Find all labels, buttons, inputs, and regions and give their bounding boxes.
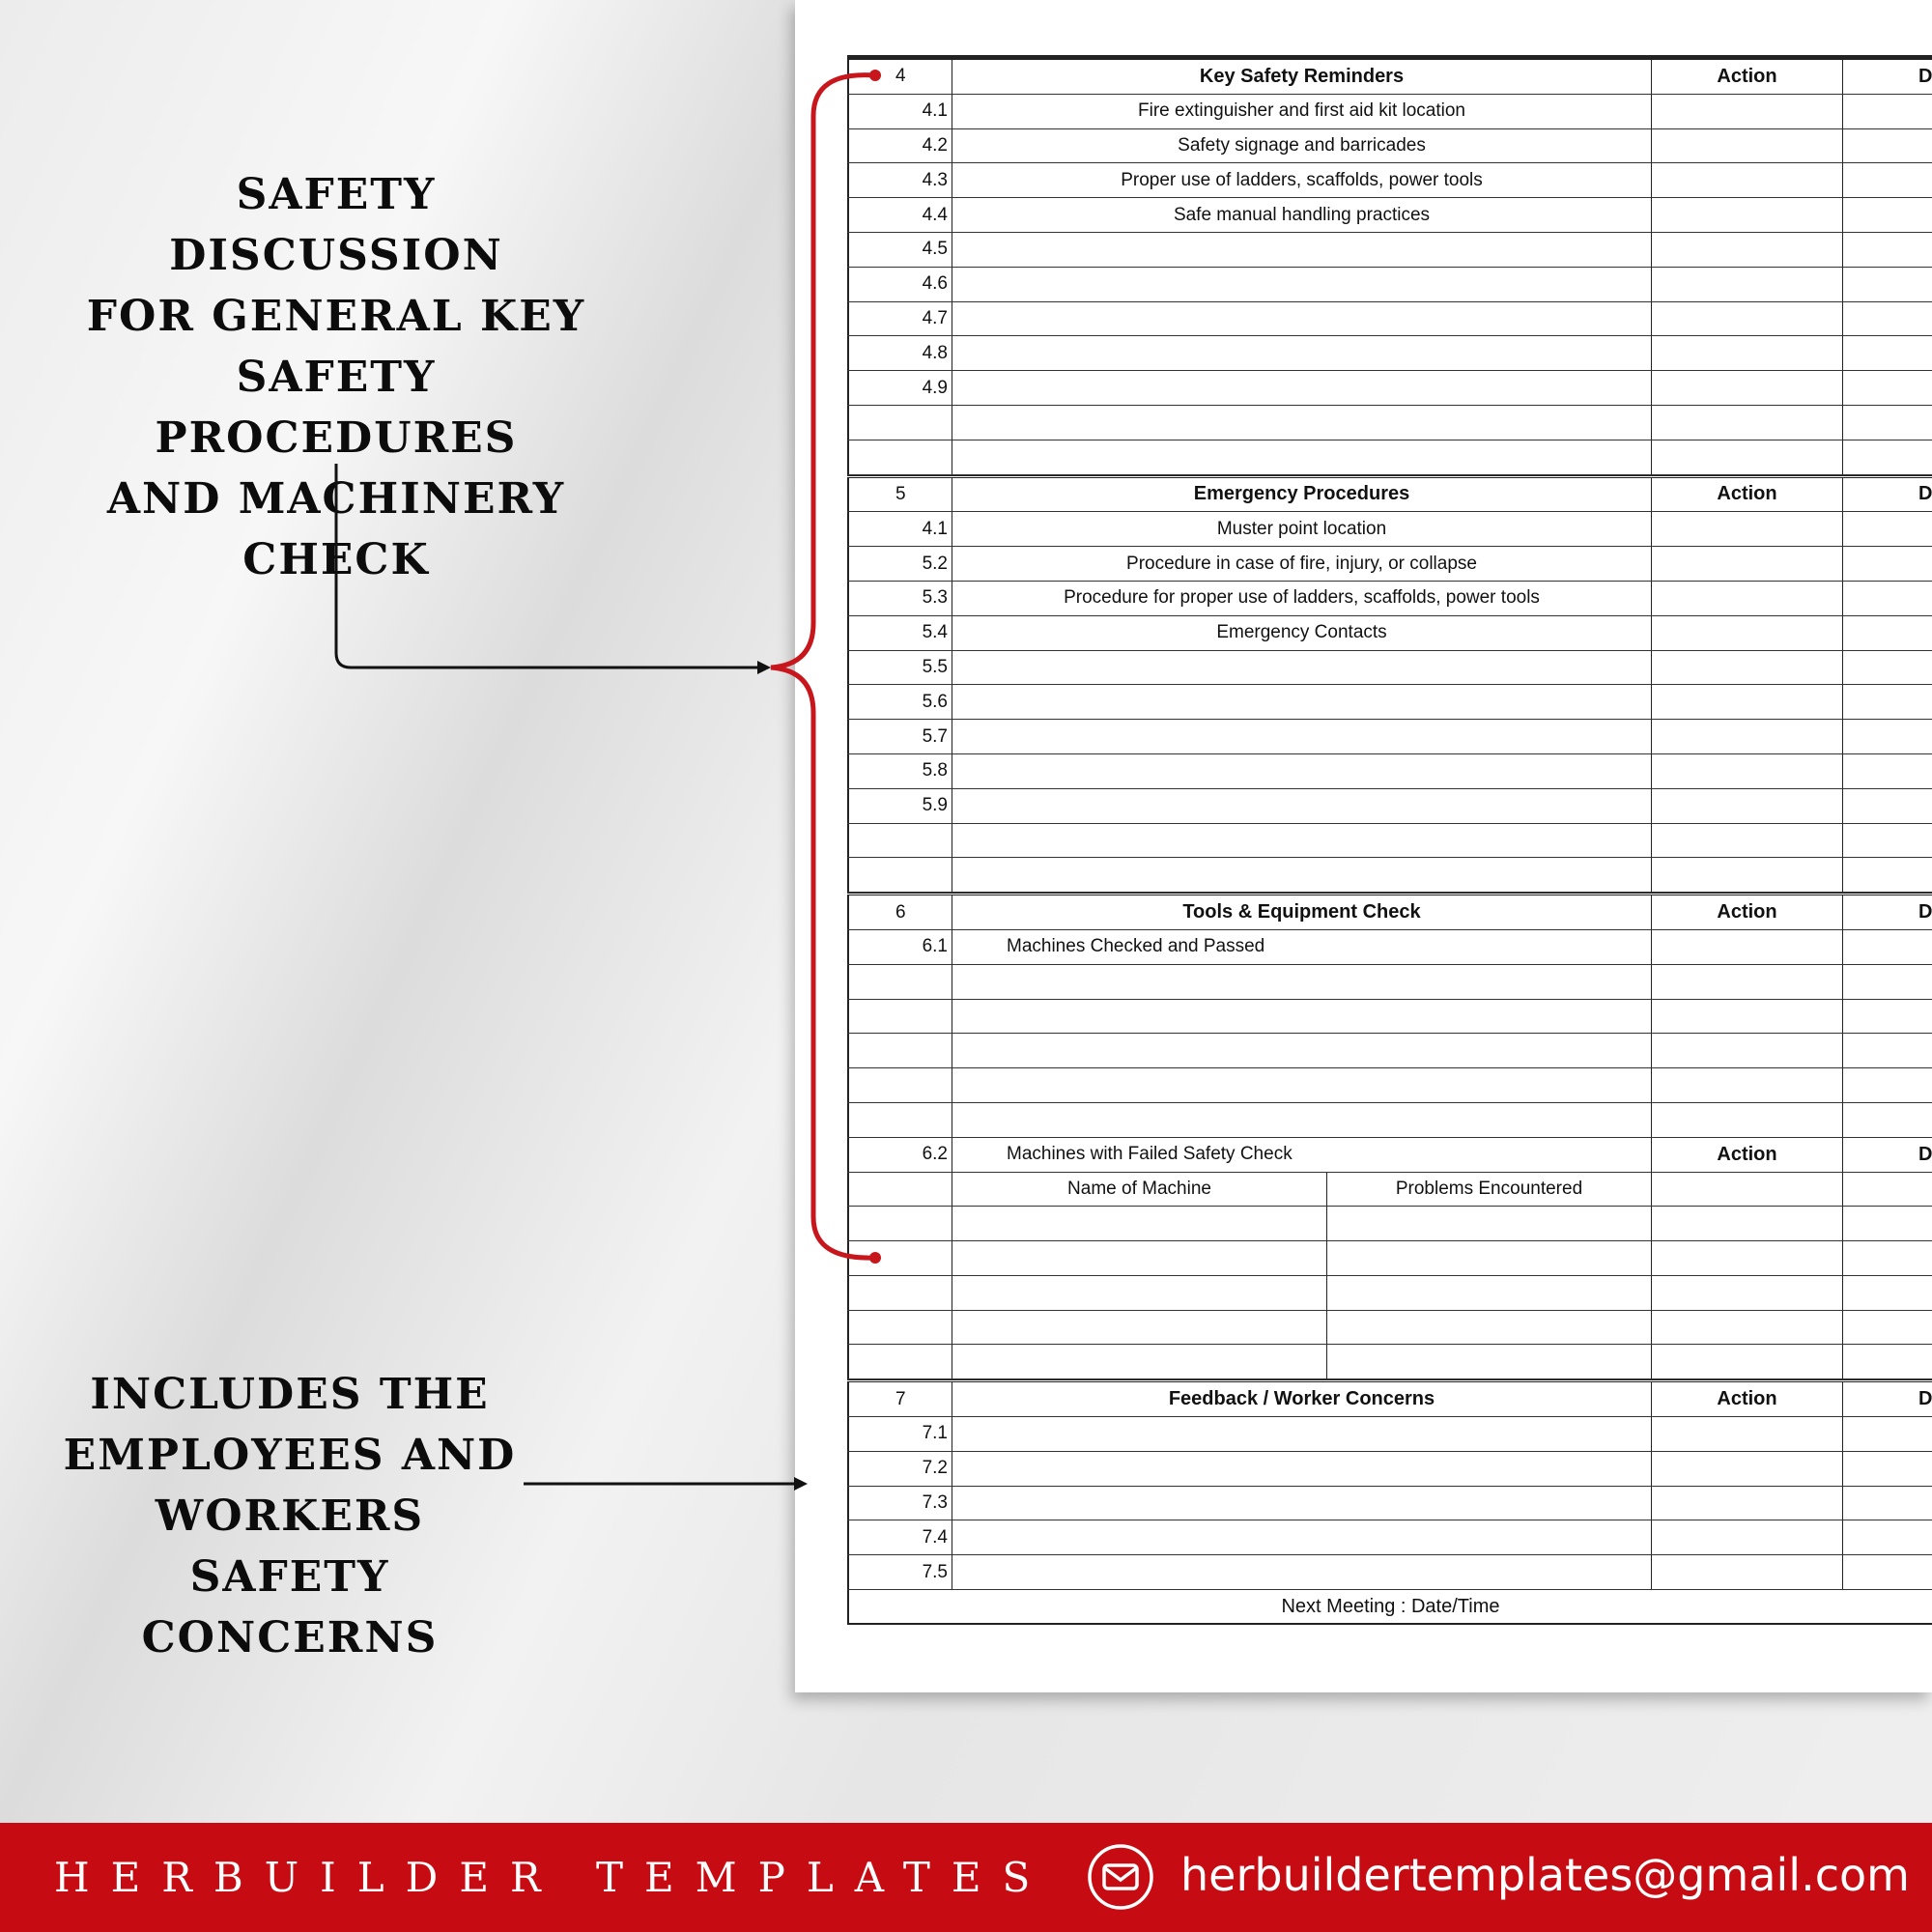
item-description: Machines with Failed Safety Check xyxy=(952,1138,1652,1172)
contact-email[interactable]: herbuildertemplates@gmail.com xyxy=(1180,1849,1910,1901)
brand-name: HERBUILDER TEMPLATES xyxy=(54,1854,1052,1901)
item-number: 4.2 xyxy=(847,129,952,163)
date-header: D xyxy=(1918,1143,1932,1165)
bracket-dot-top xyxy=(869,70,881,81)
item-number: 4.1 xyxy=(847,512,952,546)
arrowhead-top xyxy=(757,661,771,674)
action-header: Action xyxy=(1652,895,1843,929)
item-description: Proper use of ladders, scaffolds, power tools xyxy=(952,163,1652,197)
date-header: D xyxy=(1918,1388,1932,1410)
date-header: D xyxy=(1918,901,1932,923)
annotation-line: FOR GENERAL KEY xyxy=(86,292,586,341)
annotation-line: EMPLOYEES AND xyxy=(63,1431,517,1480)
item-number: 5.5 xyxy=(847,651,952,685)
item-number: 4.4 xyxy=(847,198,952,232)
date-header: D xyxy=(1918,65,1932,87)
item-number: 5.4 xyxy=(847,616,952,650)
annotation-line: SAFETY DISCUSSION xyxy=(169,170,503,280)
item-number: 4.5 xyxy=(847,233,952,267)
item-number: 7.4 xyxy=(847,1520,952,1554)
item-number: 5.6 xyxy=(847,685,952,719)
item-number: 5.9 xyxy=(847,789,952,823)
annotation-line: CONCERNS xyxy=(141,1613,439,1662)
annotation-line: SAFETY PROCEDURES xyxy=(155,353,518,463)
section-title: Key Safety Reminders xyxy=(952,60,1652,94)
section-number: 5 xyxy=(847,478,952,512)
arrowhead-bottom xyxy=(794,1477,808,1491)
item-number: 4.6 xyxy=(847,268,952,301)
item-number: 5.7 xyxy=(847,720,952,753)
item-description: Procedure for proper use of ladders, scaffolds, power tools xyxy=(952,582,1652,615)
item-number: 4.8 xyxy=(847,336,952,370)
action-header: Action xyxy=(1652,1382,1843,1416)
red-bracket xyxy=(771,75,874,1258)
item-number: 6.2 xyxy=(847,1138,952,1172)
annotation-line: INCLUDES THE xyxy=(90,1370,490,1419)
item-number: 7.5 xyxy=(847,1555,952,1589)
date-header: D xyxy=(1918,483,1932,505)
item-number: 7.2 xyxy=(847,1452,952,1486)
item-number: 4.7 xyxy=(847,302,952,336)
item-description: Machines Checked and Passed xyxy=(952,930,1652,964)
item-number: 7.3 xyxy=(847,1487,952,1520)
mail-icon xyxy=(1087,1843,1154,1911)
next-meeting: Next Meeting : Date/Time xyxy=(847,1590,1932,1625)
section-title: Emergency Procedures xyxy=(952,478,1652,512)
item-description: Procedure in case of fire, injury, or collapse xyxy=(952,547,1652,581)
item-number: 5.8 xyxy=(847,754,952,788)
section-title: Feedback / Worker Concerns xyxy=(952,1382,1652,1416)
bracket-dot-bottom xyxy=(869,1252,881,1264)
action-header: Action xyxy=(1652,60,1843,94)
annotation-line: WORKERS SAFETY xyxy=(155,1492,425,1602)
footer-bar xyxy=(0,1823,1932,1932)
item-number: 5.3 xyxy=(847,582,952,615)
section-title: Tools & Equipment Check xyxy=(952,895,1652,929)
section-number: 7 xyxy=(847,1382,952,1416)
item-number: 5.2 xyxy=(847,547,952,581)
item-description: Safety signage and barricades xyxy=(952,129,1652,163)
item-description: Safe manual handling practices xyxy=(952,198,1652,232)
item-number: 4.3 xyxy=(847,163,952,197)
item-number: 7.1 xyxy=(847,1417,952,1451)
item-number: 6.1 xyxy=(847,930,952,964)
action-header: Action xyxy=(1652,478,1843,512)
section-number: 6 xyxy=(847,895,952,929)
item-description: Emergency Contacts xyxy=(952,616,1652,650)
section-number: 4 xyxy=(847,60,952,94)
column-header-machine: Name of Machine xyxy=(952,1173,1327,1207)
item-number: 4.9 xyxy=(847,371,952,405)
item-description: Fire extinguisher and first aid kit location xyxy=(952,95,1652,128)
annotation-line: CHECK xyxy=(242,535,430,584)
item-number: 4.1 xyxy=(847,95,952,128)
annotation-line: AND MACHINERY xyxy=(106,474,566,524)
item-description: Muster point location xyxy=(952,512,1652,546)
column-header-problems: Problems Encountered xyxy=(1327,1173,1652,1207)
action-header: Action xyxy=(1652,1138,1843,1172)
connector-arrow-top xyxy=(336,464,763,668)
